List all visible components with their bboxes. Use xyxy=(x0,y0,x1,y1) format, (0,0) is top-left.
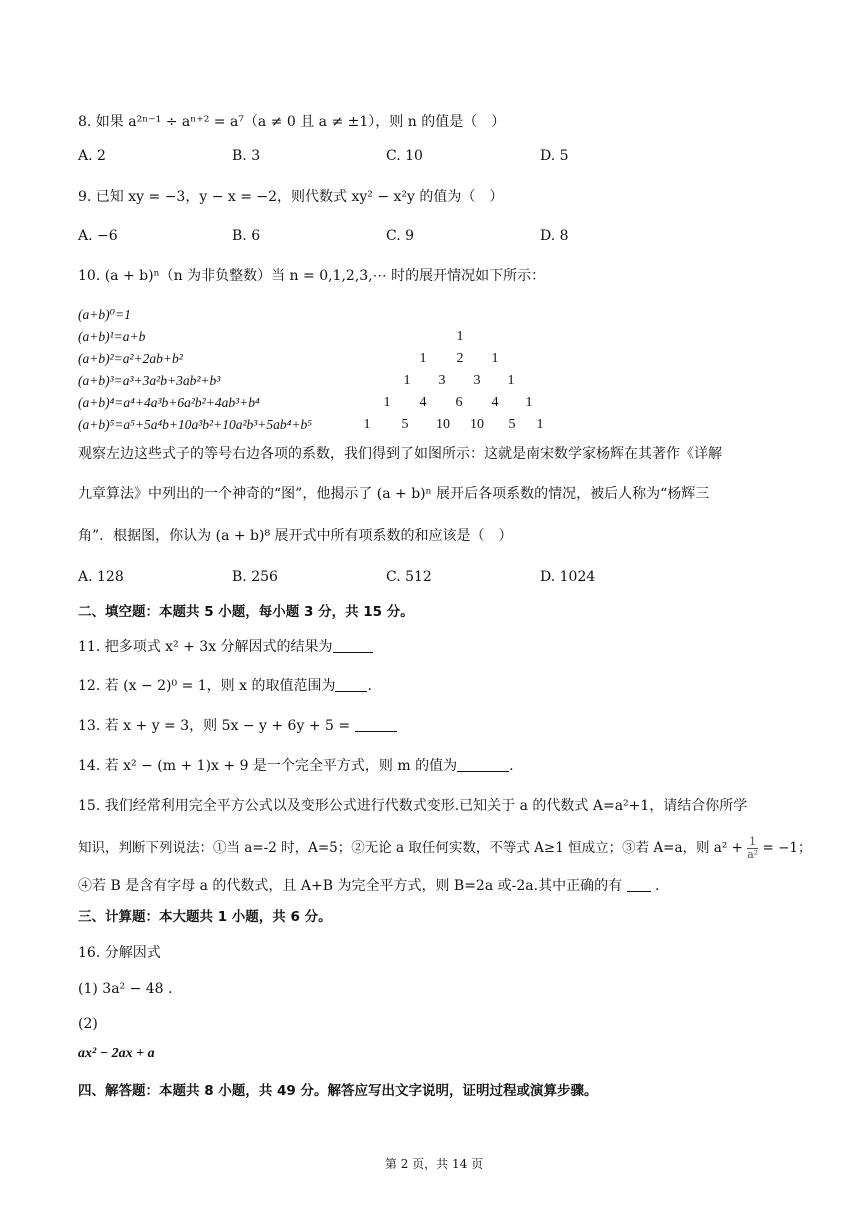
triangle-number: 1 xyxy=(403,373,411,388)
q15-fraction-denominator: a² xyxy=(747,848,759,861)
q15-line-1: 15. 我们经常利用完全平方公式以及变形公式进行代数式变形.已知关于 a 的代数式 A=a²+1，请结合你所学 xyxy=(78,798,748,814)
q16-part-2-label: (2) xyxy=(78,1016,98,1032)
q12-answer-blank xyxy=(335,677,367,692)
q15-fraction xyxy=(747,836,758,861)
q8-option-b: B. 3 xyxy=(232,148,261,164)
triangle-number: 1 xyxy=(456,329,464,344)
yang-hui-triangle xyxy=(350,326,570,436)
q14 xyxy=(78,756,514,776)
expansion-3: (a+b)³=a³+3a²b+3ab²+b³ xyxy=(78,373,221,388)
triangle-number: 1 xyxy=(491,351,499,366)
q12-text: 12. 若 (x − 2)⁰ = 1，则 x 的取值范围为 xyxy=(78,678,336,694)
q11-answer-blank xyxy=(333,638,373,653)
expansion-0: (a+b)⁰=1 xyxy=(78,307,131,322)
q12 xyxy=(78,676,372,696)
triangle-row-4 xyxy=(350,392,570,414)
triangle-number: 1 xyxy=(525,395,533,410)
triangle-number: 1 xyxy=(507,373,515,388)
triangle-row-5 xyxy=(350,414,570,436)
triangle-number: 1 xyxy=(363,417,371,432)
q15-line-2-end: = −1； xyxy=(762,840,812,856)
q10-option-c: C. 512 xyxy=(386,569,432,585)
q14-answer-blank xyxy=(457,757,509,772)
q8-stem: 8. 如果 a²ⁿ⁻¹ ÷ aⁿ⁺² = a⁷（a ≠ 0 且 a ≠ ±1），则 n 的值是（ ） xyxy=(78,114,506,130)
triangle-number: 4 xyxy=(419,395,427,410)
expansion-4: (a+b)⁴=a⁴+4a³b+6a²b²+4ab³+b⁴ xyxy=(78,395,260,410)
q13 xyxy=(78,716,397,736)
q15-line-2-text: 知识，判断下列说法：①当 a=-2 时，A=5；②无论 a 取任何实数，不等式 A≥1 恒成立；③若 A=a，则 a² + xyxy=(78,840,743,856)
triangle-number: 10 xyxy=(436,417,450,432)
q9-option-d: D. 8 xyxy=(540,228,569,244)
section-fill-in-title: 二、填空题：本题共 5 小题，每小题 3 分，共 15 分。 xyxy=(78,604,414,620)
q8-option-c: C. 10 xyxy=(386,148,423,164)
q8-option-d: D. 5 xyxy=(540,148,569,164)
q9-option-b: B. 6 xyxy=(232,228,261,244)
q10-option-d: D. 1024 xyxy=(540,569,596,585)
triangle-row-3 xyxy=(350,370,570,392)
q15-line-3-text: ④若 B 是含有字母 a 的代数式，且 A+B 为完全平方式，则 B=2a 或-2a.其中正确的有 xyxy=(78,878,623,894)
page-footer: 第 2 页，共 14 页 xyxy=(384,1157,484,1171)
q15-answer-blank xyxy=(627,877,651,892)
expansion-1: (a+b)¹=a+b xyxy=(78,329,146,344)
q9-option-c: C. 9 xyxy=(386,228,415,244)
q11 xyxy=(78,637,373,657)
q9-option-a: A. −6 xyxy=(78,228,118,244)
q11-text: 11. 把多项式 x² + 3x 分解因式的结果为 xyxy=(78,639,333,655)
q9-stem: 9. 已知 xy = −3，y − x = −2，则代数式 xy² − x²y 的值为（ ） xyxy=(78,189,504,205)
triangle-number: 6 xyxy=(455,395,463,410)
expansion-5: (a+b)⁵=a⁵+5a⁴b+10a³b²+10a²b³+5ab⁴+b⁵ xyxy=(78,417,312,432)
q12-period: . xyxy=(367,678,372,694)
q10-paragraph-3: 角”．根据图，你认为 (a + b)⁸ 展开式中所有项系数的和应该是（ ） xyxy=(78,528,513,544)
triangle-number: 5 xyxy=(508,417,516,432)
section-calculation-title: 三、计算题：本大题共 1 小题，共 6 分。 xyxy=(78,909,332,925)
triangle-row-2 xyxy=(350,348,570,370)
q14-text: 14. 若 x² − (m + 1)x + 9 是一个完全平方式，则 m 的值为 xyxy=(78,758,458,774)
q16-part-1: (1) 3a² − 48 . xyxy=(78,981,173,997)
triangle-row-1 xyxy=(350,326,570,348)
triangle-number: 5 xyxy=(401,417,409,432)
triangle-number: 3 xyxy=(473,373,481,388)
triangle-number: 10 xyxy=(470,417,484,432)
q13-answer-blank xyxy=(355,717,397,732)
q15-line-2 xyxy=(78,836,811,861)
q16-title: 16. 分解因式 xyxy=(78,945,161,961)
binomial-expansions xyxy=(78,304,312,436)
q15-line-3-end: . xyxy=(654,878,660,894)
q15-fraction-numerator: 1 xyxy=(749,835,757,848)
triangle-number: 4 xyxy=(491,395,499,410)
triangle-number: 1 xyxy=(536,417,544,432)
q15-line-3 xyxy=(78,876,659,896)
q13-text: 13. 若 x + y = 3，则 5x − y + 6y + 5 = xyxy=(78,718,351,734)
triangle-number: 3 xyxy=(438,373,446,388)
section-answer-title: 四、解答题：本题共 8 小题，共 49 分。解答应写出文字说明，证明过程或演算步骤。 xyxy=(78,1083,598,1099)
expansion-2: (a+b)²=a²+2ab+b² xyxy=(78,351,183,366)
q14-period: . xyxy=(509,758,514,774)
triangle-number: 1 xyxy=(383,395,391,410)
q10-option-b: B. 256 xyxy=(232,569,278,585)
q10-paragraph-1: 观察左边这些式子的等号右边各项的系数，我们得到了如图所示：这就是南宋数学家杨辉在其著作《详解 xyxy=(78,446,722,462)
q8-option-a: A. 2 xyxy=(78,148,106,164)
q16-part-2-expression: ax² − 2ax + a xyxy=(78,1046,155,1061)
q10-option-a: A. 128 xyxy=(78,569,124,585)
q10-paragraph-2: 九章算法》中列出的一个神奇的“图”，他揭示了 (a + b)ⁿ 展开后各项系数的情况，被后人称为“杨辉三 xyxy=(78,486,710,502)
triangle-number: 1 xyxy=(419,351,427,366)
q10-stem: 10. (a + b)ⁿ（n 为非负整数）当 n = 0,1,2,3,⋯ 时的展开情况如下所示： xyxy=(78,268,546,284)
triangle-number: 2 xyxy=(456,351,464,366)
